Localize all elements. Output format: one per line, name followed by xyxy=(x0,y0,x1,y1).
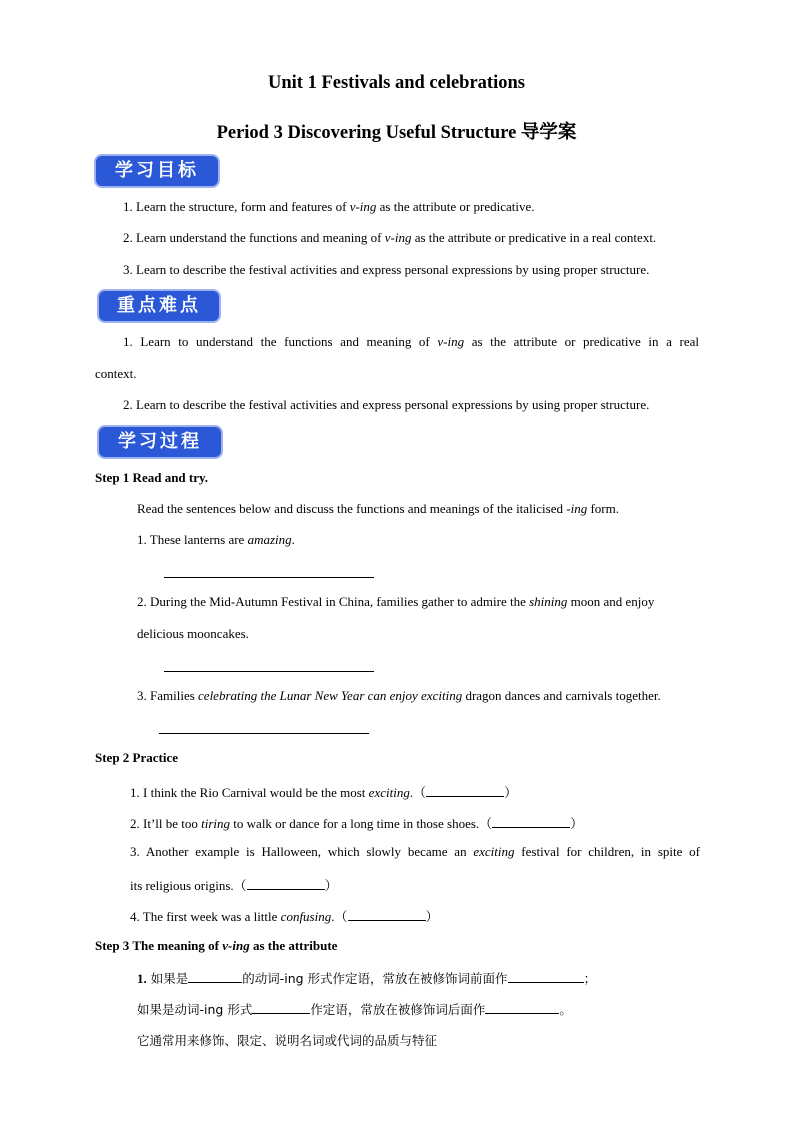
section-badge-process: 学习过程 xyxy=(99,427,221,457)
answer-blank[interactable] xyxy=(247,877,325,890)
step1-intro: Read the sentences below and discuss the functions and meanings of the italicised -ing form. xyxy=(137,501,619,516)
step1-sentence-2-continued: delicious mooncakes. xyxy=(137,626,249,641)
objective-item: 2. Learn understand the functions and meaning of v-ing as the attribute or predicative in a real context. xyxy=(123,230,657,245)
keypoint-item: 2. Learn to describe the festival activities and express personal expressions by using proper structure. xyxy=(123,397,650,412)
section-badge-keypoints: 重点难点 xyxy=(99,291,219,321)
step1-sentence-2: 2. During the Mid-Autumn Festival in China, families gather to admire the shining moon and enjoy xyxy=(137,594,655,609)
step3-line-2: 如果是动词-ing 形式 作定语，常放在被修饰词后面作 。 xyxy=(137,1002,572,1017)
step3-line-3: 它通常用来修饰、限定、说明名词或代词的品质与特征 xyxy=(137,1033,438,1048)
answer-blank[interactable] xyxy=(508,970,584,983)
step3-heading: Step 3 The meaning of v-ing as the attribute xyxy=(95,938,338,953)
practice-item-3-continued: its religious origins.（ ） xyxy=(130,878,338,893)
step3-line-1: 1. 如果是 的动词-ing 形式作定语，常放在被修饰词前面作 ； xyxy=(137,971,597,986)
step1-heading: Step 1 Read and try. xyxy=(95,470,209,485)
page-subtitle: Period 3 Discovering Useful Structure 导学案 xyxy=(216,123,577,143)
answer-line-3[interactable] xyxy=(159,733,369,734)
objective-item: 3. Learn to describe the festival activities and express personal expressions by using proper structure. xyxy=(123,262,650,277)
practice-item-3: 3. Another example is Halloween, which slowly became an exciting festival for children, in spite of xyxy=(130,844,700,859)
step2-heading: Step 2 Practice xyxy=(95,750,179,765)
answer-line-2[interactable] xyxy=(164,671,374,672)
step1-sentence-1: 1. These lanterns are amazing. xyxy=(137,532,295,547)
answer-blank[interactable] xyxy=(426,784,504,797)
practice-item-2: 2. It’ll be too tiring to walk or dance for a long time in those shoes.（ ） xyxy=(130,816,584,831)
practice-item-4: 4. The first week was a little confusing.（ ） xyxy=(130,909,439,924)
page-title: Unit 1 Festivals and celebrations xyxy=(268,73,525,93)
answer-line-1[interactable] xyxy=(164,577,374,578)
practice-item-1: 1. I think the Rio Carnival would be the most exciting.（ ） xyxy=(130,785,518,800)
answer-blank[interactable] xyxy=(348,908,426,921)
answer-blank[interactable] xyxy=(492,815,570,828)
answer-blank[interactable] xyxy=(485,1001,559,1014)
keypoint-item: 1. Learn to understand the functions and meaning of v-ing as the attribute or predicative in a real xyxy=(123,334,699,349)
answer-blank[interactable] xyxy=(252,1001,310,1014)
objective-item: 1. Learn the structure, form and features of v-ing as the attribute or predicative. xyxy=(123,199,535,214)
keypoint-item-continued: context. xyxy=(95,366,137,381)
step1-sentence-3: 3. Families celebrating the Lunar New Year can enjoy exciting dragon dances and carnivals together. xyxy=(137,688,661,703)
section-badge-objectives: 学习目标 xyxy=(96,156,218,186)
answer-blank[interactable] xyxy=(188,970,242,983)
